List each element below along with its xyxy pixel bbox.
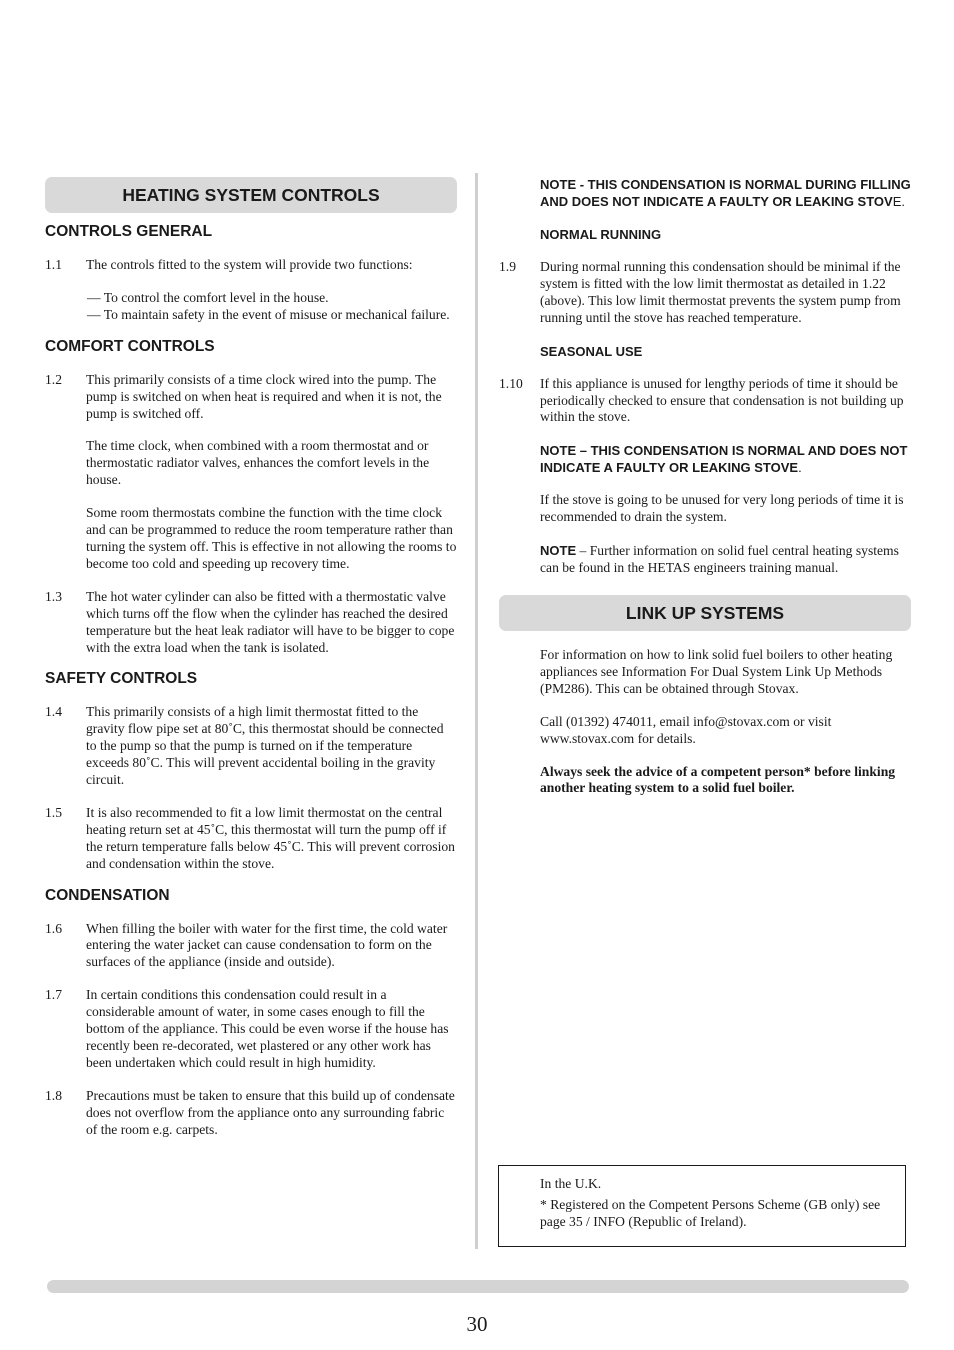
heading-controls-general: CONTROLS GENERAL	[45, 223, 213, 240]
para-contact: Call (01392) 474011, email info@stovax.com or visit www.stovax.com for details.	[540, 713, 832, 746]
para-link-info: For information on how to link solid fuel boilers to other heating appliances see Information For Dual System Link Up Methods (PM286). This can be obtained through Stovax.	[540, 646, 893, 696]
para-1-8: 1.8 Precautions must be taken to ensure that this build up of condensate does not overflow from the appliance onto any surrounding fabric of the room e.g. carpets.	[45, 1087, 455, 1137]
footer-bar	[47, 1280, 909, 1293]
para-1-4: 1.4 This primarily consists of a high limit thermostat fitted to the gravity flow pipe set at 80˚C, this thermostat should be connected to the pump so that the pump is turned on if the temperature exceeds 80˚C. This will prevent accidental boiling in the gravity circuit.	[45, 704, 444, 788]
para-1-3: 1.3 The hot water cylinder can also be fitted with a thermostatic valve which turns off the flow when the cylinder has reached the desired temperature but the heat leak radiator will have to be bigger to cope with the extra load when the tank is isolated.	[45, 588, 455, 655]
list-item: — To maintain safety in the event of misuse or mechanical failure.	[87, 306, 450, 322]
para-1-9: 1.9 During normal running this condensation should be minimal if the system is fitted with the low limit thermostat as detailed in 1.22 (above). This low limit thermostat prevents the system pump from running until the stove has reached temperature.	[499, 259, 901, 325]
para-1-5: 1.5 It is also recommended to fit a low limit thermostat on the central heating return set at 45˚C, this thermostat will turn the pump off if the return temperature falls below 45˚C. This will prevent corrosion and condensation within the stove.	[45, 804, 455, 871]
para-1-7: 1.7 In certain conditions this condensation could result in a considerable amount of water, in some cases enough to fill the bottom of the appliance. This could be even worse if the house has recently been re-decorated, wet plastered or any other work has been undertaken which could result in high humidity.	[45, 987, 449, 1070]
para-drain: If the stove is going to be unused for very long periods of time it is recommended to drain the system.	[540, 492, 904, 525]
heading-safety-controls: SAFETY CONTROLS	[45, 670, 198, 688]
para-competent-person: Always seek the advice of a competent person* before linking another heating system to a solid fuel boiler.	[540, 763, 896, 796]
para-1-10: 1.10 If this appliance is unused for lengthy periods of time it should be periodically checked to ensure that condensation is not building up within the stove.	[499, 375, 904, 425]
page-number: 30	[466, 1312, 488, 1336]
footnote-line-2: * Registered on the Competent Persons Scheme (GB only) see page 35 / INFO (Republic of Ireland).	[540, 1196, 881, 1229]
heading-condensation: CONDENSATION	[45, 886, 170, 904]
para-1-6: 1.6 When filling the boiler with water for the first time, the cold water entering the water jacket can cause condensation to form on the surfaces of the appliance (inside and outside).	[45, 920, 448, 970]
para-1-1: 1.1 The controls fitted to the system will provide two functions:	[45, 257, 413, 272]
para-1-2: 1.2 This primarily consists of a time clock wired into the pump. The pump is switched on when heat is required and when it is not, the pump is switched off.	[45, 371, 442, 421]
left-column	[45, 176, 457, 1139]
note-condensation-normal: NOTE – THIS CONDENSATION IS NORMAL AND DOES NOT INDICATE A FAULTY OR LEAKING STOVE.	[540, 443, 908, 476]
section-banner-heating-system-controls: HEATING SYSTEM CONTROLS	[45, 177, 457, 213]
footnote-box	[498, 1165, 906, 1247]
section-banner-link-up-systems: LINK UP SYSTEMS	[499, 595, 911, 631]
footnote-content	[540, 1176, 900, 1231]
heading-comfort-controls: COMFORT CONTROLS	[45, 337, 215, 355]
note-hetas: NOTE – Further information on solid fuel central heating systems can be found in the HETAS engineers training manual.	[540, 543, 899, 576]
right-column	[499, 176, 911, 797]
para-1-2-c: Some room thermostats combine the function with the time clock and can be programmed to reduce the room temperature rather than turning the system off. This is effective in not allowing the rooms to become too cold and speeding up recovery time.	[86, 505, 457, 571]
column-divider	[475, 173, 478, 1249]
dash-list	[45, 290, 457, 324]
footnote-line-1: In the U.K.	[540, 1176, 602, 1191]
note-condensation-filling: NOTE - THIS CONDENSATION IS NORMAL DURING FILLING AND DOES NOT INDICATE A FAULTY OR LEAKING STOVE.	[540, 177, 911, 209]
para-1-2-b: The time clock, when combined with a room thermostat and or thermostatic radiator valves, enhances the comfort levels in the house.	[86, 438, 430, 488]
heading-seasonal-use: SEASONAL USE	[540, 343, 643, 359]
heading-normal-running: NORMAL RUNNING	[540, 227, 662, 242]
list-item: — To control the comfort level in the house.	[87, 289, 329, 305]
